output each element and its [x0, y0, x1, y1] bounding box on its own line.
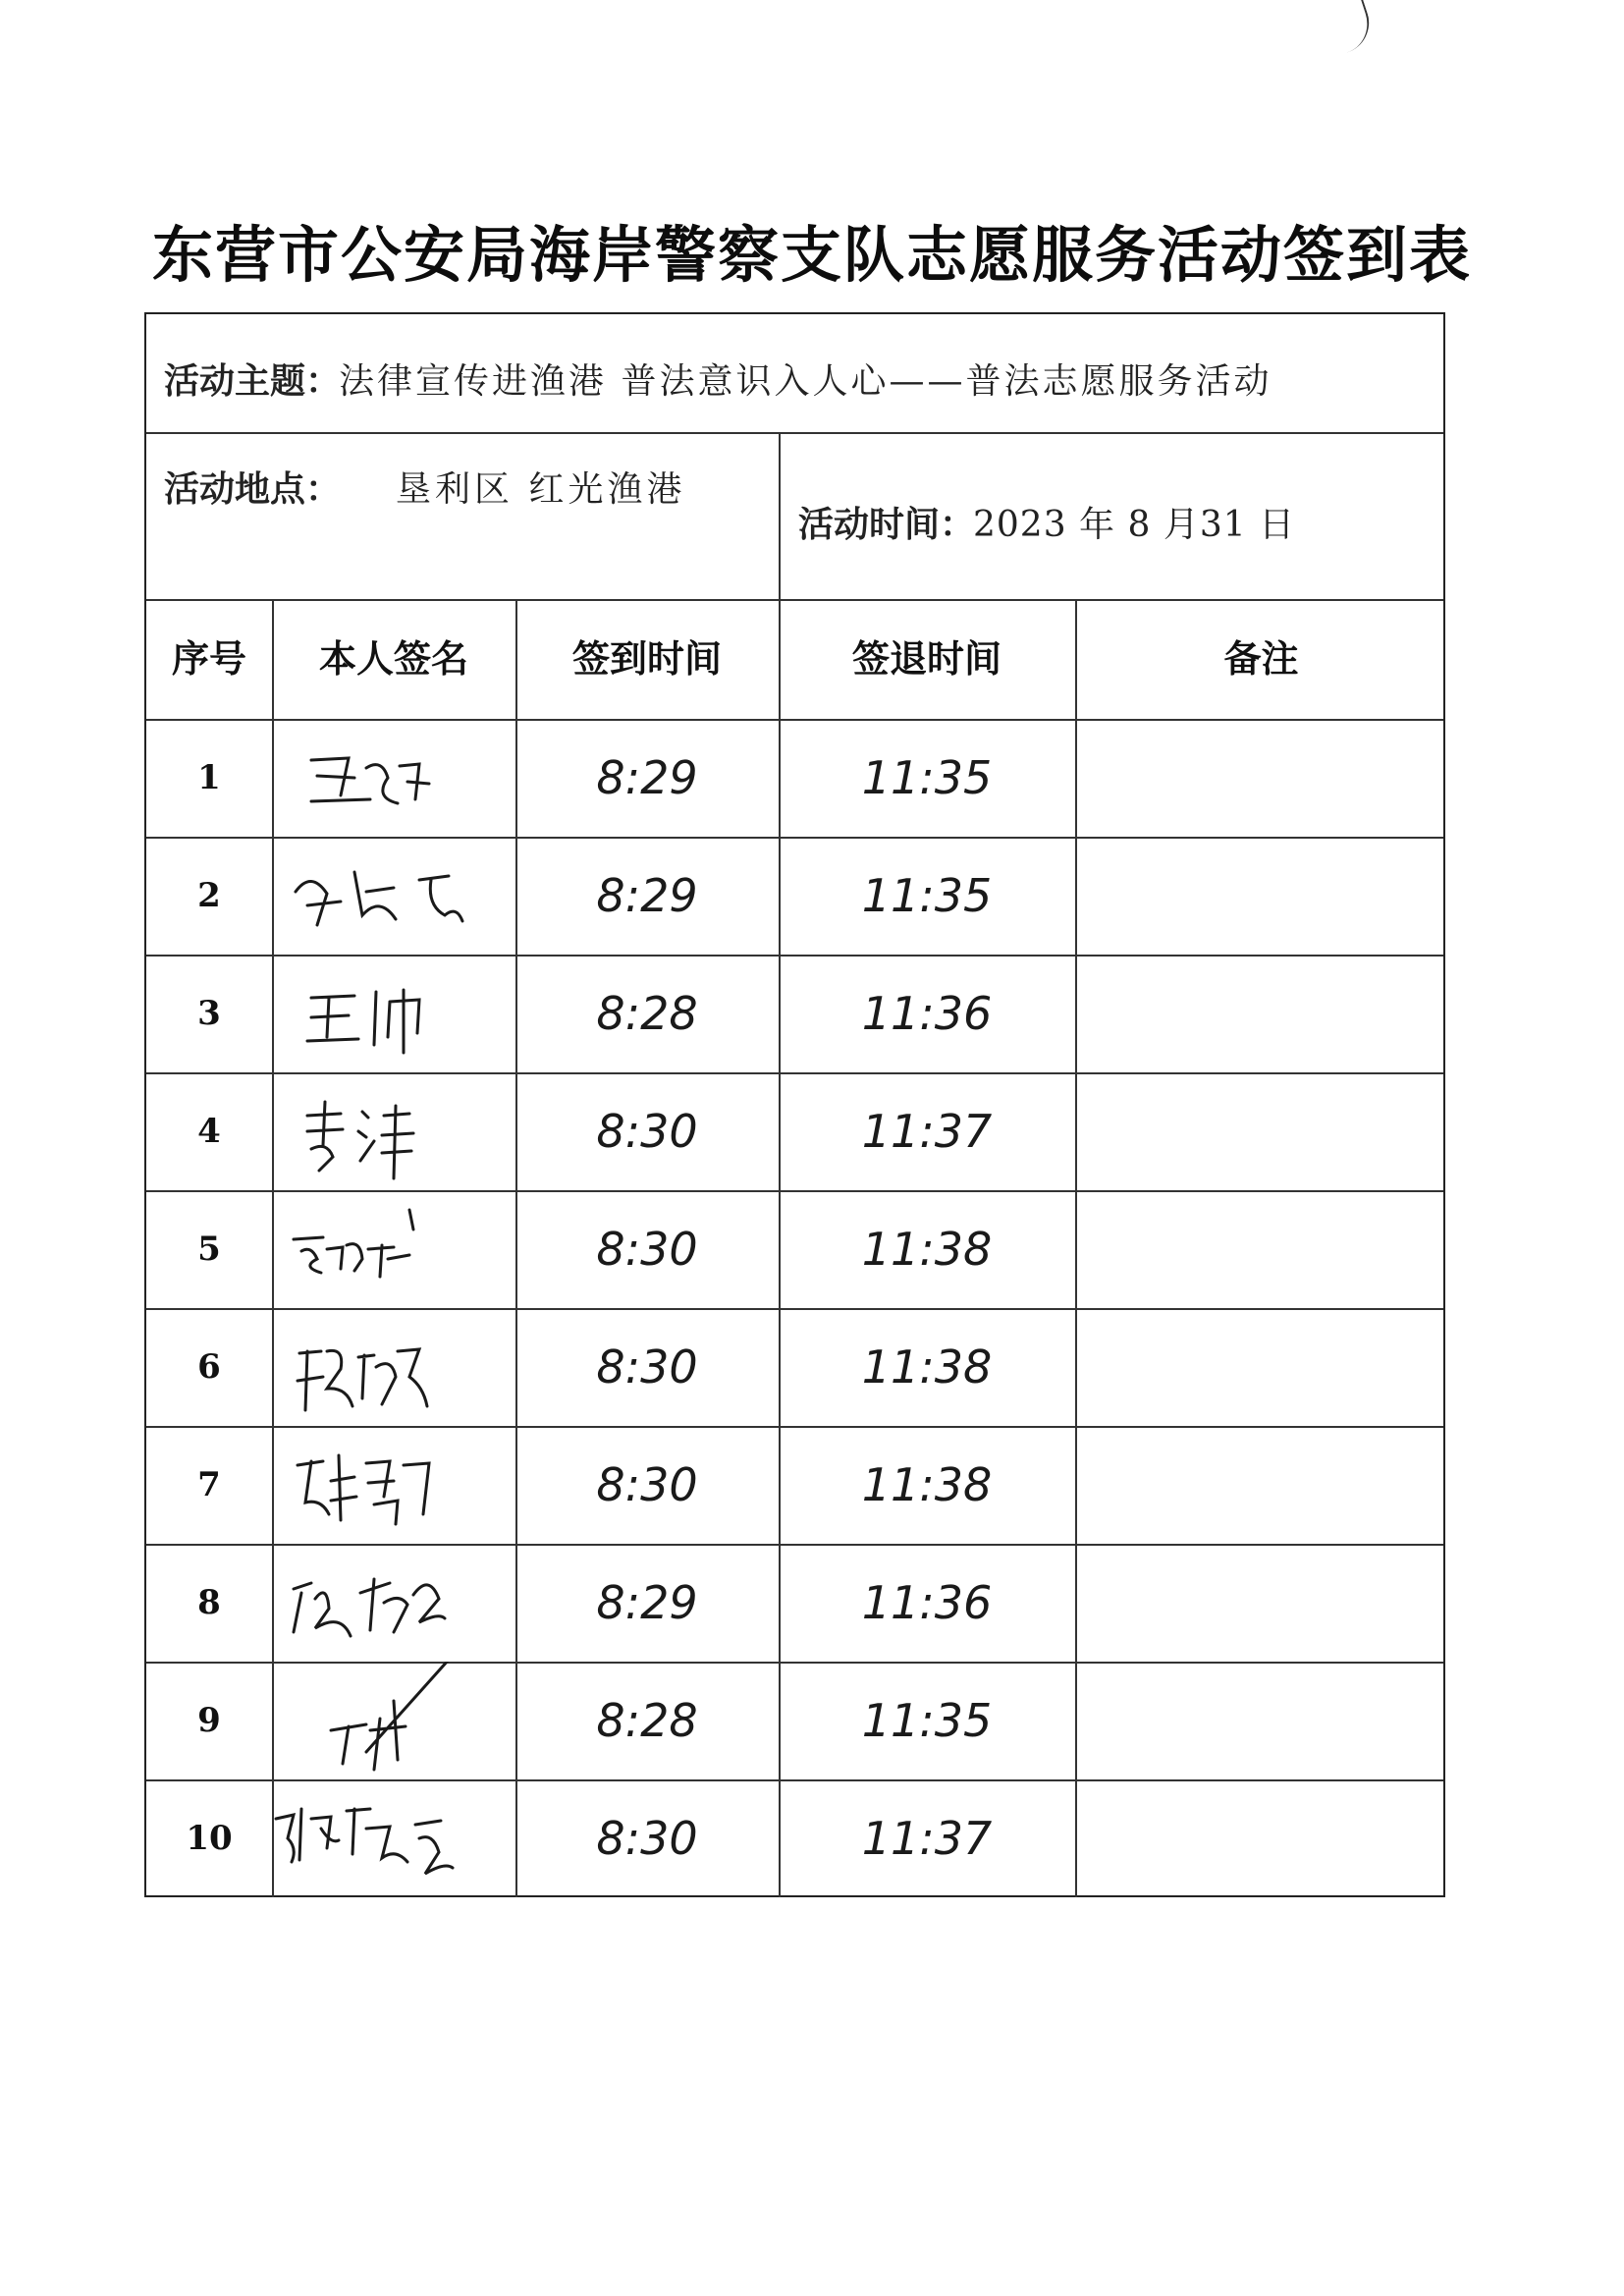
handwritten-signature-icon — [272, 1426, 515, 1544]
table-row — [146, 1426, 1443, 1544]
handwritten-signature-icon — [272, 1662, 515, 1779]
divider — [146, 432, 1443, 434]
theme-label: 活动主题： — [164, 361, 342, 402]
col-header-check-in: 签到时间 — [571, 637, 722, 681]
divider — [779, 432, 781, 599]
col-header-signature: 本人签名 — [318, 637, 468, 681]
row-number: 3 — [197, 994, 221, 1033]
check-in-time: 8:29 — [596, 751, 698, 804]
check-in-time: 8:28 — [596, 987, 698, 1040]
page-title: 东营市公安局海岸警察支队志愿服务活动签到表 — [151, 219, 1472, 291]
check-in-time: 8:29 — [596, 869, 698, 922]
handwritten-signature-icon — [272, 1779, 515, 1897]
col-header-check-out: 签退时间 — [851, 637, 1001, 681]
note-cell — [1075, 1544, 1447, 1662]
check-in-time: 8:30 — [596, 1812, 698, 1865]
row-number: 9 — [197, 1701, 221, 1740]
check-in-time: 8:30 — [596, 1340, 698, 1394]
row-number: 10 — [186, 1819, 233, 1858]
handwritten-signature-icon — [272, 837, 515, 955]
check-out-time: 11:38 — [861, 1223, 993, 1276]
row-number: 6 — [197, 1347, 221, 1387]
check-out-time: 11:36 — [861, 987, 993, 1040]
handwritten-signature-icon — [272, 1190, 515, 1308]
row-number: 4 — [197, 1112, 221, 1151]
sign-in-table — [144, 312, 1445, 1897]
check-out-time: 11:35 — [861, 751, 993, 804]
row-number: 8 — [197, 1583, 221, 1622]
table-row — [146, 1308, 1443, 1426]
check-out-time: 11:36 — [861, 1576, 993, 1629]
note-cell — [1075, 719, 1447, 837]
row-number: 1 — [197, 758, 221, 797]
note-cell — [1075, 837, 1447, 955]
table-row — [146, 1190, 1443, 1308]
check-in-time: 8:30 — [596, 1105, 698, 1158]
note-cell — [1075, 1426, 1447, 1544]
row-number: 2 — [197, 876, 221, 915]
check-in-time: 8:30 — [596, 1223, 698, 1276]
row-number: 7 — [197, 1465, 221, 1504]
check-in-time: 8:29 — [596, 1576, 698, 1629]
col-header-note: 备注 — [1223, 637, 1299, 681]
table-row — [146, 1779, 1443, 1897]
note-cell — [1075, 1190, 1447, 1308]
location-label: 活动地点： — [164, 469, 342, 510]
table-row — [146, 719, 1443, 837]
check-out-time: 11:35 — [861, 869, 993, 922]
note-cell — [1075, 955, 1447, 1072]
time-value: 2023 年 8 月31 日 — [973, 505, 1296, 545]
handwritten-signature-icon — [272, 1544, 515, 1662]
handwritten-signature-icon — [272, 719, 515, 837]
table-row — [146, 1662, 1443, 1779]
check-in-time: 8:30 — [596, 1458, 698, 1511]
time-label: 活动时间： — [798, 505, 976, 545]
note-cell — [1075, 1072, 1447, 1190]
note-cell — [1075, 1308, 1447, 1426]
check-out-time: 11:37 — [861, 1812, 993, 1865]
location-value: 垦利区 红光渔港 — [396, 469, 686, 510]
note-cell — [1075, 1662, 1447, 1779]
check-in-time: 8:28 — [596, 1694, 698, 1747]
check-out-time: 11:35 — [861, 1694, 993, 1747]
table-row — [146, 955, 1443, 1072]
theme-value: 法律宣传进渔港 普法意识入人心——普法志愿服务活动 — [339, 361, 1272, 402]
table-row — [146, 837, 1443, 955]
check-out-time: 11:37 — [861, 1105, 993, 1158]
table-row — [146, 1072, 1443, 1190]
check-out-time: 11:38 — [861, 1458, 993, 1511]
col-header-no: 序号 — [171, 637, 246, 681]
handwritten-signature-icon — [272, 1072, 515, 1190]
handwritten-signature-icon — [272, 955, 515, 1072]
page-corner-mark — [1329, 0, 1378, 52]
table-row — [146, 1544, 1443, 1662]
check-out-time: 11:38 — [861, 1340, 993, 1394]
row-number: 5 — [197, 1230, 221, 1269]
handwritten-signature-icon — [272, 1308, 515, 1426]
note-cell — [1075, 1779, 1447, 1897]
